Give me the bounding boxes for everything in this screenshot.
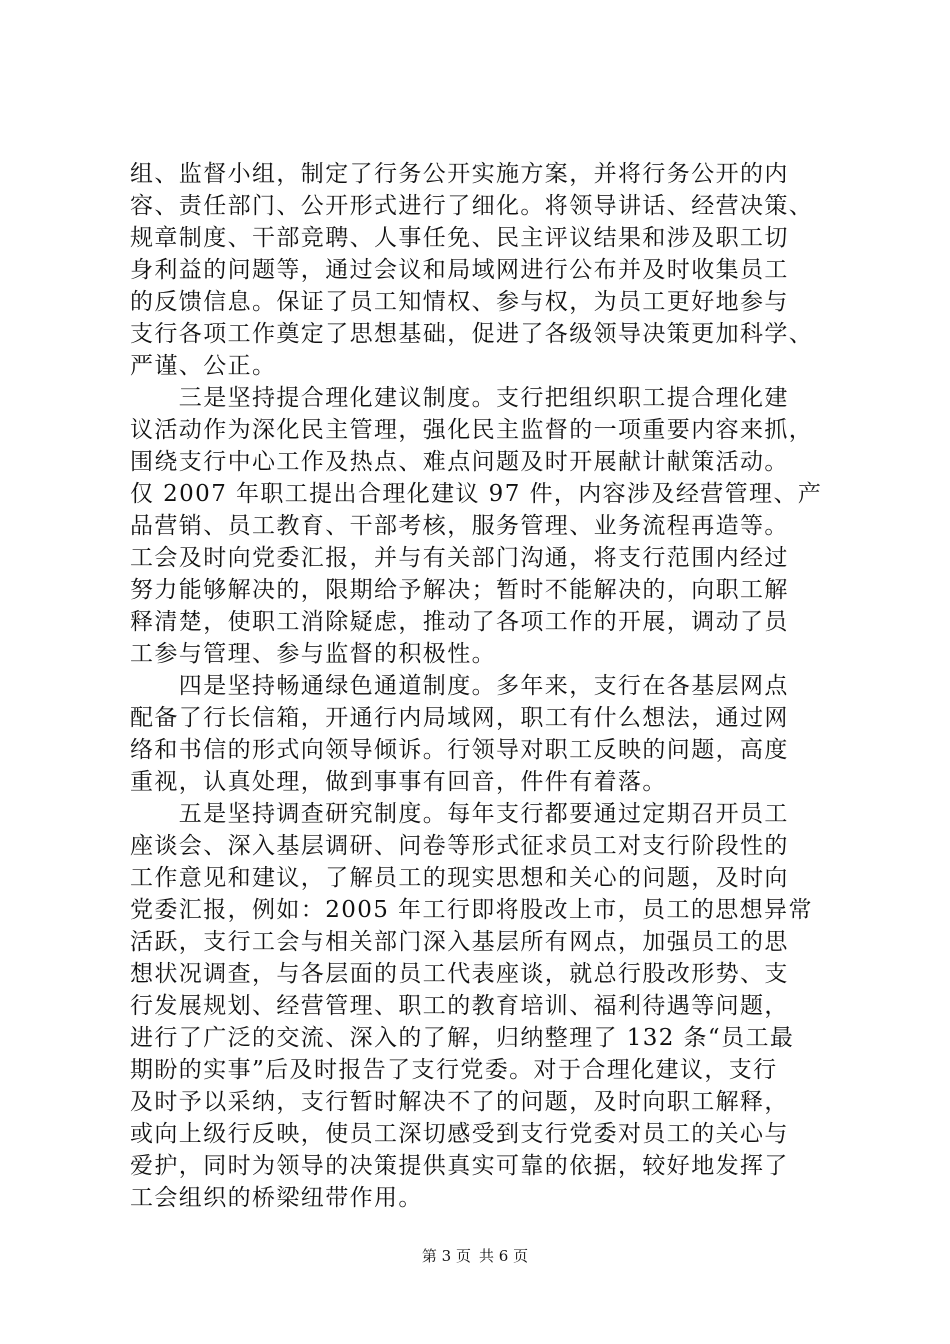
text-line: 工会组织的桥梁纽带作用。 <box>130 1185 423 1211</box>
text-line: 进行了广泛的交流、深入的了解，归纳整理了 132 条“员工最 <box>130 1025 795 1051</box>
page-number: 第 3 页 <box>421 1247 471 1265</box>
text-line: 努力能够解决的，限期给予解决；暂时不能解决的，向职工解 <box>130 577 789 603</box>
text-line: 仅 2007 年职工提出合理化建议 97 件，内容涉及经营管理、产 <box>130 481 823 507</box>
text-line: 工参与管理、参与监督的积极性。 <box>130 641 496 667</box>
text-line: 及时予以采纳，支行暂时解决不了的问题，及时向职工解释， <box>130 1089 789 1115</box>
text-line: 组、监督小组，制定了行务公开实施方案，并将行务公开的内 <box>130 161 789 187</box>
text-line: 想状况调查，与各层面的员工代表座谈，就总行股改形势、支 <box>130 961 789 987</box>
text-line: 释清楚，使职工消除疑虑，推动了各项工作的开展，调动了员 <box>130 609 789 635</box>
text-line: 络和书信的形式向领导倾诉。行领导对职工反映的问题，高度 <box>130 737 789 763</box>
paragraph-start-line: 四是坚持畅通绿色通道制度。多年来，支行在各基层网点 <box>130 673 789 699</box>
text-line: 期盼的实事”后及时报告了支行党委。对于合理化建议，支行 <box>130 1057 778 1083</box>
text-line: 爱护，同时为领导的决策提供真实可靠的依据，较好地发挥了 <box>130 1153 789 1179</box>
text-line: 重视，认真处理，做到事事有回音，件件有着落。 <box>130 769 667 795</box>
text-line: 的反馈信息。保证了员工知情权、参与权，为员工更好地参与 <box>130 289 789 315</box>
text-line: 行发展规划、经营管理、职工的教育培训、福利待遇等问题， <box>130 993 789 1019</box>
page-footer <box>0 1246 950 1266</box>
text-line: 容、责任部门、公开形式进行了细化。将领导讲话、经营决策、 <box>130 193 814 219</box>
text-line: 围绕支行中心工作及热点、难点问题及时开展献计献策活动。 <box>130 449 789 475</box>
text-line: 严谨、公正。 <box>130 353 277 379</box>
text-line: 活跃，支行工会与相关部门深入基层所有网点，加强员工的思 <box>130 929 789 955</box>
body-text <box>130 158 830 1214</box>
paragraph-start-line: 五是坚持调查研究制度。每年支行都要通过定期召开员工 <box>130 801 789 827</box>
text-line: 或向上级行反映，使员工深切感受到支行党委对员工的关心与 <box>130 1121 789 1147</box>
page-total: 共 6 页 <box>479 1247 529 1265</box>
text-line: 工作意见和建议，了解员工的现实思想和关心的问题，及时向 <box>130 865 789 891</box>
text-line: 身利益的问题等，通过会议和局域网进行公布并及时收集员工 <box>130 257 789 283</box>
text-line: 工会及时向党委汇报，并与有关部门沟通，将支行范围内经过 <box>130 545 789 571</box>
text-line: 议活动作为深化民主管理，强化民主监督的一项重要内容来抓， <box>130 417 814 443</box>
text-line: 配备了行长信箱，开通行内局域网，职工有什么想法，通过网 <box>130 705 789 731</box>
text-line: 座谈会、深入基层调研、问卷等形式征求员工对支行阶段性的 <box>130 833 789 859</box>
text-line: 品营销、员工教育、干部考核，服务管理、业务流程再造等。 <box>130 513 789 539</box>
text-line: 规章制度、干部竞聘、人事任免、民主评议结果和涉及职工切 <box>130 225 789 251</box>
text-line: 党委汇报，例如：2005 年工行即将股改上市，员工的思想异常 <box>130 897 813 923</box>
paragraph-start-line: 三是坚持提合理化建议制度。支行把组织职工提合理化建 <box>130 385 789 411</box>
text-line: 支行各项工作奠定了思想基础，促进了各级领导决策更加科学、 <box>130 321 814 347</box>
